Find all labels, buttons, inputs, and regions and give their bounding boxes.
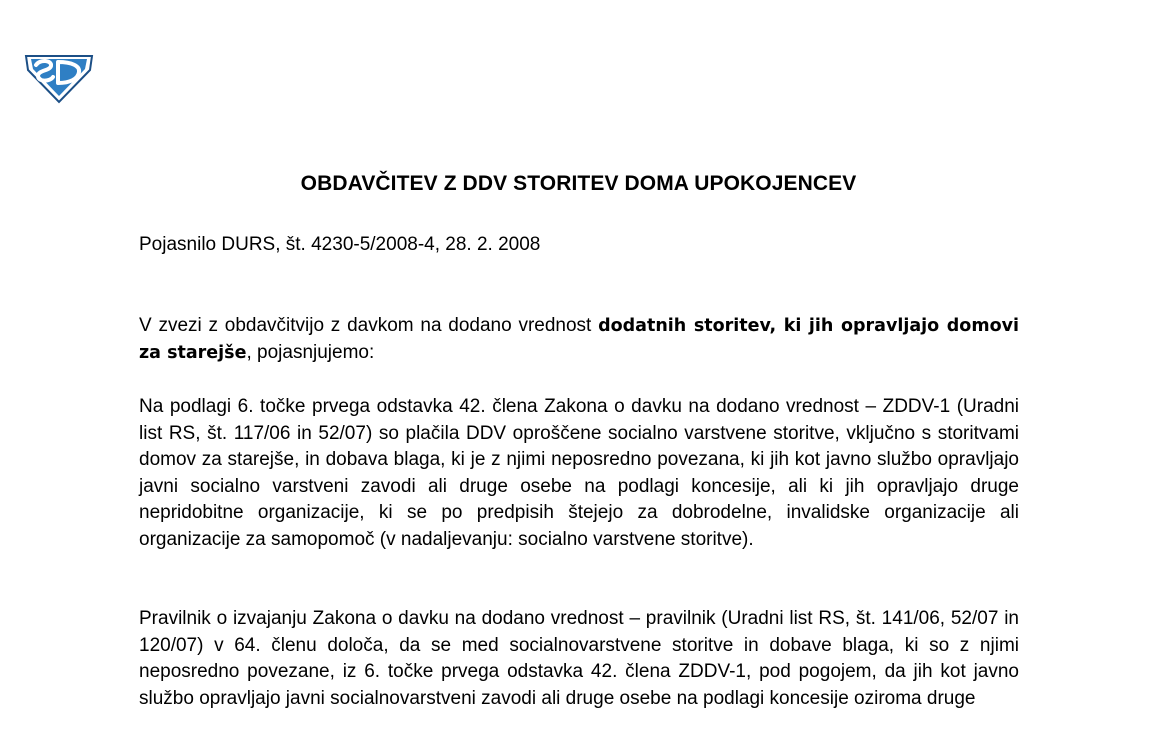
paragraph-intro-bold: dodatnih storitev, ki jih opravljajo domovi za starejše: [139, 316, 1019, 363]
logo-icon: [22, 50, 96, 104]
paragraph-intro: [139, 313, 1019, 366]
paragraph-intro-tail: , pojasnjujemo:: [246, 341, 375, 363]
paragraph-regulation: Pravilnik o izvajanju Zakona o davku na dodano vrednost – pravilnik (Uradni list RS, št. 141/06, 52/07 in 120/07) v 64. členu določa, da se med socialnovarstvene storitve in dobave blaga, ki so z njimi neposredno povezane, iz 6. točke prvega odstavka 42. člena ZDDV-1, pod pogojem, da jih kot javno službo opravljajo javni socialnovarstveni zavodi ali druge osebe na podlagi koncesije oziroma druge: [139, 608, 1019, 709]
document-title: OBDAVČITEV Z DDV STORITEV DOMA UPOKOJENCEV: [300, 172, 857, 195]
paragraph-intro-lead: V zvezi z obdavčitvijo z davkom na dodano vrednost: [139, 315, 599, 336]
document-subtitle: Pojasnilo DURS, št. 4230-5/2008-4, 28. 2. 2008: [139, 234, 541, 255]
paragraph-legal-basis: Na podlagi 6. točke prvega odstavka 42. člena Zakona o davku na dodano vrednost – ZDDV-1 (Uradni list RS, št. 117/06 in 52/07) so plačila DDV oproščene socialno varstvene storitve, vključno s storitvami domov za starejše, in dobava blaga, ki je z njimi neposredno povezana, ki jih kot javno službo opravljajo javni socialno varstveni zavodi ali druge osebe na podlagi koncesije, ali ki jih opravljajo druge nepridobitne organizacije, ki se po predpisih štejejo za dobrodelne, invalidske organizacije ali organizacije za samopomoč (v nadaljevanju: socialno varstvene storitve).: [139, 396, 1019, 550]
